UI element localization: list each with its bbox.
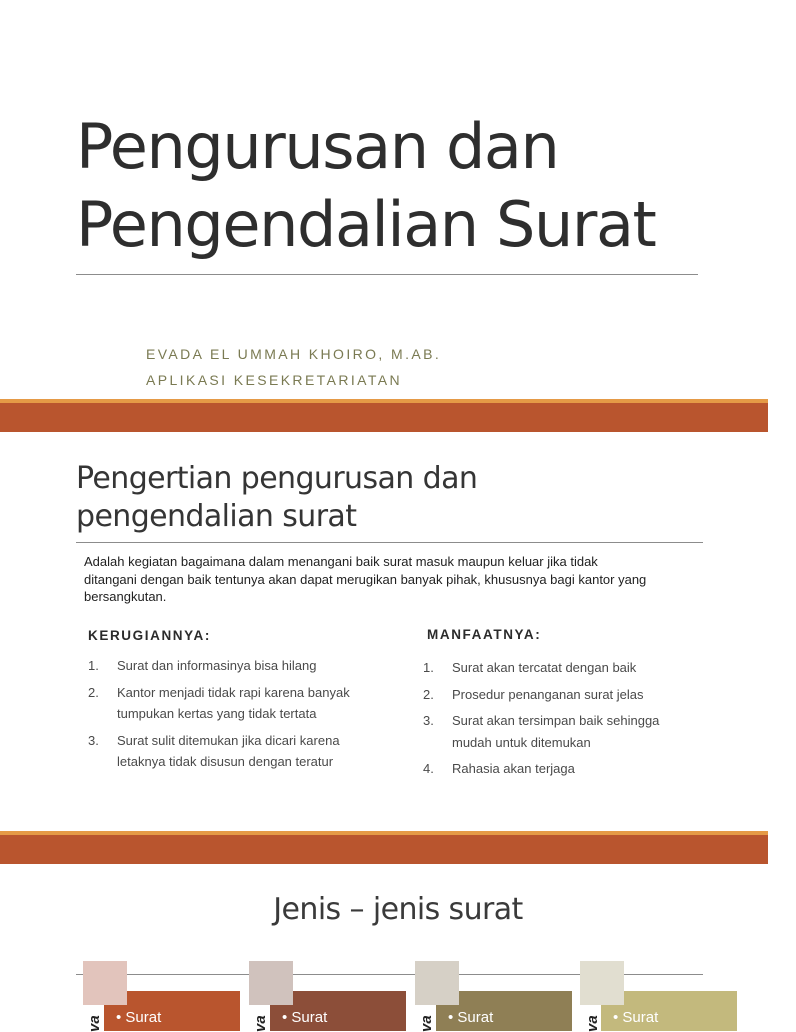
benefits-heading: MANFAATNYA: bbox=[427, 627, 542, 642]
list-text: Surat sulit ditemukan jika dicari karena bbox=[117, 732, 340, 748]
card-side-text: va bbox=[584, 1015, 601, 1032]
list-item bbox=[88, 655, 398, 677]
list-item bbox=[88, 730, 398, 773]
intro-line: Adalah kegiatan bagaimana dalam menangani baik surat masuk maupun keluar jika tidak bbox=[84, 554, 598, 569]
list-number: 2. bbox=[88, 684, 99, 700]
list-text: Rahasia akan terjaga bbox=[452, 761, 575, 776]
slide1-title-line: Pengendalian Surat bbox=[76, 188, 656, 261]
author-name: EVADA EL UMMAH KHOIRO, M.AB. bbox=[146, 346, 442, 362]
list-item bbox=[423, 710, 743, 753]
slide1-title bbox=[76, 108, 726, 264]
slide2-title-line: pengendalian surat bbox=[76, 499, 357, 534]
card-side-text: va bbox=[252, 1015, 269, 1032]
card-swatch bbox=[83, 961, 127, 1005]
card-side-text: va bbox=[418, 1015, 435, 1032]
card-label: • Surat bbox=[282, 1009, 328, 1026]
disadvantages-heading: KERUGIANNYA: bbox=[88, 628, 211, 643]
slide-separator-band bbox=[0, 835, 768, 864]
list-text: mudah untuk ditemukan bbox=[452, 734, 591, 750]
list-number: 4. bbox=[423, 761, 434, 776]
slide-separator-band bbox=[0, 403, 768, 432]
intro-line: bersangkutan. bbox=[84, 589, 167, 604]
card-label: • Surat bbox=[448, 1009, 494, 1026]
slide1-title-line: Pengurusan dan bbox=[76, 110, 559, 183]
card-side-label bbox=[418, 1004, 435, 1032]
list-text: Surat akan tersimpan baik sehingga bbox=[452, 713, 660, 728]
disadvantages-list bbox=[88, 655, 398, 778]
benefits-list bbox=[423, 657, 743, 785]
list-item bbox=[423, 758, 743, 780]
card-swatch bbox=[580, 961, 624, 1005]
list-number: 3. bbox=[423, 713, 434, 728]
list-text: Surat dan informasinya bisa hilang bbox=[117, 658, 317, 673]
slide2-title bbox=[76, 460, 716, 536]
card-label: • Surat bbox=[613, 1009, 659, 1026]
list-number: 1. bbox=[423, 660, 434, 675]
card-side-text: va bbox=[86, 1015, 103, 1032]
list-text: Surat akan tercatat dengan baik bbox=[452, 660, 637, 675]
list-number: 2. bbox=[423, 686, 434, 702]
list-item bbox=[423, 657, 743, 679]
course-name: APLIKASI KESEKRETARIATAN bbox=[146, 372, 402, 388]
list-item bbox=[88, 682, 398, 725]
list-text: Kantor menjadi tidak rapi karena banyak bbox=[117, 684, 350, 700]
intro-line: ditangani dengan baik tentunya akan dapat merugikan banyak pihak, khususnya bagi kantor yang bbox=[84, 571, 647, 587]
card-side-label bbox=[584, 1004, 601, 1032]
card-side-label bbox=[86, 1004, 103, 1032]
card-label: • Surat bbox=[116, 1009, 162, 1026]
card-swatch bbox=[415, 961, 459, 1005]
list-number: 1. bbox=[88, 658, 99, 673]
card-swatch bbox=[249, 961, 293, 1005]
slide2-title-line: Pengertian pengurusan dan bbox=[76, 461, 478, 496]
card-side-label bbox=[252, 1004, 269, 1032]
list-text: tumpukan kertas yang tidak tertata bbox=[117, 706, 317, 721]
slide3-title: Jenis – jenis surat bbox=[273, 892, 523, 927]
slide2-intro bbox=[84, 553, 724, 606]
slide2-divider bbox=[76, 542, 703, 543]
list-text: Prosedur penanganan surat jelas bbox=[452, 686, 644, 702]
list-item bbox=[423, 684, 743, 706]
list-text: letaknya tidak disusun dengan teratur bbox=[117, 754, 334, 769]
list-number: 3. bbox=[88, 732, 99, 748]
slide1-divider bbox=[76, 274, 698, 275]
